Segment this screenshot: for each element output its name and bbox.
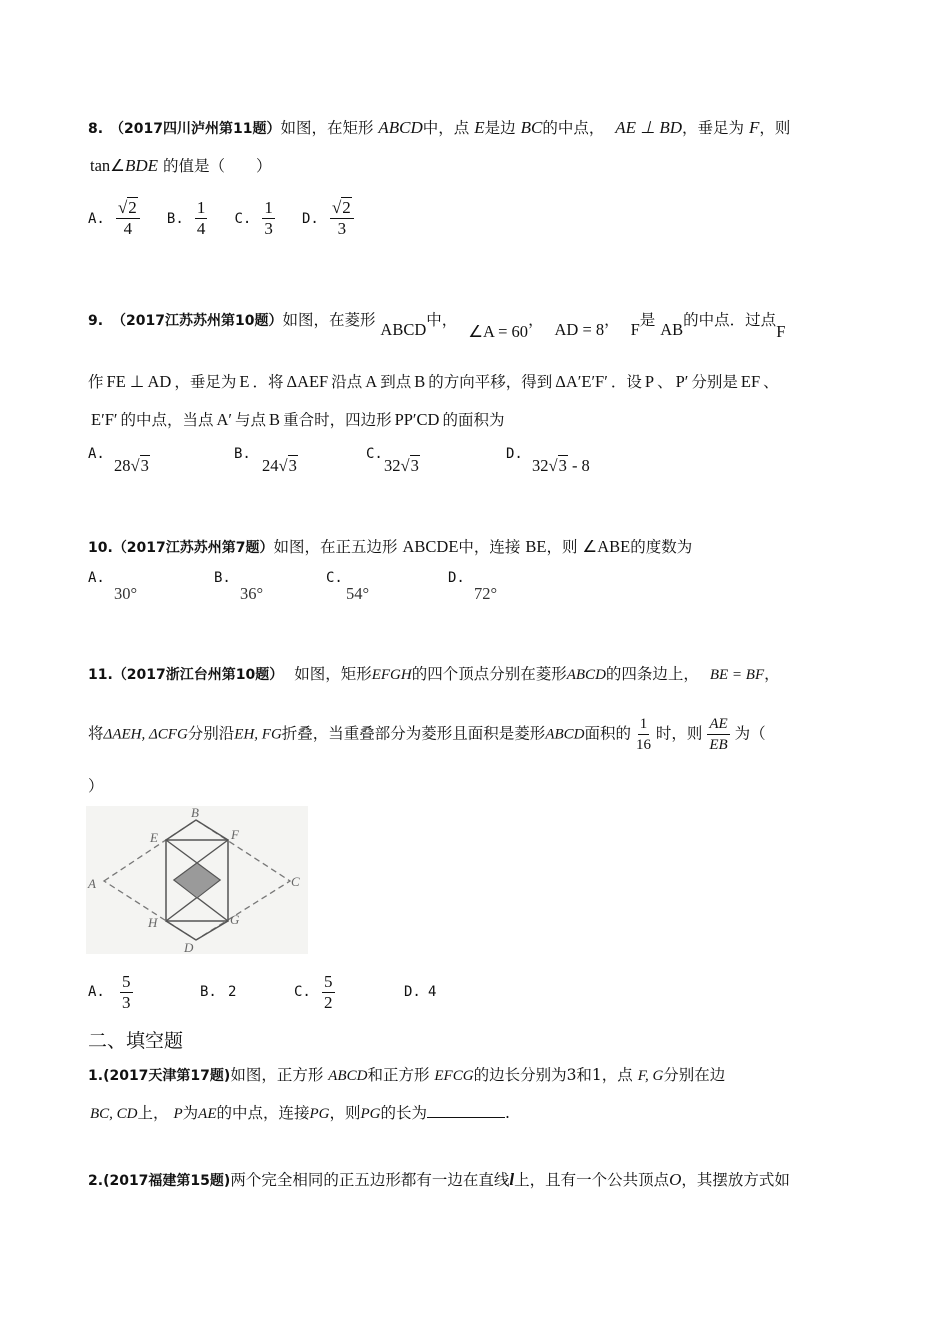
math-token: PP′CD — [394, 410, 440, 429]
q10-option-c[interactable]: 54° — [346, 584, 370, 603]
q9-math-2: ∠A = 60 — [468, 322, 529, 341]
q11-option-a-label: A. — [88, 984, 105, 1000]
q8-source: （2017四川泸州第11题） — [110, 121, 281, 137]
math-token: P′ — [675, 372, 689, 391]
q11-option-d-label: D. — [404, 984, 421, 1000]
q11-fraction-ratio: $\frac{AE}{EB}$ — [709, 716, 728, 753]
q11-math-triangles: ΔAEH, ΔCFG — [103, 726, 188, 743]
f1-line1 — [88, 1063, 725, 1085]
q11-option-c[interactable]: $\frac{5}{2}$ — [324, 972, 333, 1012]
q11-line3: ） — [88, 777, 104, 795]
q11-text-l2a: 将 — [88, 724, 104, 743]
q8-text-5: ，垂足为 — [682, 119, 745, 137]
q10-option-d[interactable]: 72° — [474, 584, 498, 603]
q9-option-b[interactable]: 24√3 — [262, 456, 297, 475]
q10-math-1: ABCDE — [402, 537, 459, 556]
label-a: A — [88, 876, 96, 891]
q9-line2 — [88, 370, 779, 392]
q11-text-l2e: 时，则 — [655, 724, 703, 743]
q10-text-2: 中，连接 — [458, 538, 521, 556]
q9-line1 — [88, 308, 786, 341]
q8-option-d-label: D. — [301, 211, 319, 227]
q11-option-d[interactable]: 4 — [428, 984, 437, 1000]
f1-text-l2e: 的长为 — [380, 1104, 428, 1122]
text-token: 分别是 — [691, 373, 738, 391]
f2-math-o: O — [669, 1170, 682, 1189]
q10-options — [88, 570, 588, 606]
q9-text-2: 中， — [426, 311, 458, 329]
q10-option-c-label: C. — [326, 570, 343, 586]
section-heading: 二、填空题 — [88, 1030, 184, 1052]
math-token: A′ — [216, 410, 233, 429]
math-token: B — [269, 410, 281, 429]
q10-option-d-label: D. — [448, 570, 465, 586]
q10-text-1: 如图，在正五边形 — [273, 538, 398, 556]
q11-text-1: 如图，矩形 — [294, 665, 372, 683]
q9-line3 — [88, 408, 504, 430]
f1-math-sides: BC, CD — [90, 1106, 138, 1122]
f1-math-3: F, G — [637, 1068, 664, 1084]
q10-text-3: ，则 — [546, 538, 578, 556]
q8-option-b[interactable]: $\frac{1}{4}$ — [196, 198, 206, 238]
q9-math-1: ABCD — [380, 320, 427, 339]
q9-option-b-label: B. — [234, 446, 251, 462]
q11-math-abcd: ABCD — [545, 726, 585, 743]
label-g: G — [230, 912, 240, 927]
f1-text-2: 和正方形 — [367, 1066, 430, 1084]
q11-option-b-label: B. — [200, 984, 217, 1000]
q9-number: 9. — [88, 313, 104, 329]
q11-figure — [86, 806, 308, 954]
f1-text-3: 的边长分别为3和1，点 — [473, 1066, 633, 1084]
math-token: E — [239, 372, 250, 391]
q11-math-1: EFGH — [371, 667, 412, 683]
q11-text-l2d: 面积的 — [584, 724, 631, 743]
label-d: D — [184, 940, 194, 954]
q8-math-2: E — [474, 118, 485, 137]
f2-text-1: 两个完全相同的正五边形都有一边在直线 — [230, 1171, 510, 1189]
q10-text-4: 的度数为 — [630, 538, 693, 556]
q11-option-a[interactable]: $\frac{5}{3}$ — [122, 972, 131, 1012]
q8-option-c[interactable]: $\frac{1}{3}$ — [264, 198, 273, 238]
q8-tan: tan∠ — [90, 156, 125, 175]
q9-math-5: AB — [660, 320, 684, 339]
f1-text-4: 分别在边 — [663, 1066, 726, 1084]
q8-line2 — [90, 154, 271, 176]
text-token: 、 — [763, 373, 779, 391]
f1-math-pg: PG — [309, 1106, 330, 1122]
q8-math-3: BC — [520, 118, 543, 137]
text-token: 重合时，四边形 — [283, 411, 392, 429]
q9-options — [88, 446, 728, 480]
text-token: 沿点 — [331, 373, 363, 391]
q8-option-a-label: A. — [88, 211, 105, 227]
math-token: FE ⊥ AD — [106, 372, 172, 391]
q11-fraction-area: $\frac{1}{16}$ — [635, 716, 651, 753]
q9-source: （2017江苏苏州第10题） — [112, 313, 283, 329]
text-token: 的面积为 — [442, 411, 505, 429]
q9-math-3: AD = 8 — [554, 320, 605, 339]
f1-math-p: P — [173, 1106, 183, 1122]
q8-number: 8. — [88, 121, 104, 137]
q9-math-6: F — [776, 322, 786, 341]
q11-math-3: BE = BF — [709, 667, 765, 683]
q8-bde: BDE — [124, 156, 158, 175]
text-token: 的中点，当点 — [120, 411, 214, 429]
q9-text-1: 如图，在菱形 — [282, 311, 376, 329]
q8-text-4: 的中点， — [542, 119, 605, 137]
q8-option-c-label: C. — [234, 211, 252, 227]
math-token: ΔA′E′F′ — [555, 372, 608, 391]
label-e: E — [150, 830, 158, 845]
q11-option-c-label: C. — [294, 984, 311, 1000]
text-token: 的方向平移，得到 — [428, 373, 553, 391]
f1-period: . — [505, 1104, 510, 1122]
math-token: A — [365, 372, 378, 391]
label-h: H — [148, 915, 158, 930]
q8-text-1: 如图，在矩形 — [280, 119, 374, 137]
q8-math-1: ABCD — [378, 118, 423, 137]
f1-math-ae: AE — [198, 1106, 217, 1122]
q9-option-c[interactable]: 32√3 — [384, 456, 419, 475]
q9-option-c-label: C. — [366, 446, 383, 462]
q8-text-6: ，则 — [759, 119, 791, 137]
f1-text-l2d: ，则 — [329, 1104, 361, 1122]
math-token: P — [644, 372, 655, 391]
f1-line2 — [90, 1101, 510, 1123]
q9-math-4: F — [630, 320, 640, 339]
q10-option-b-label: B. — [214, 570, 231, 586]
math-token: EF — [740, 372, 761, 391]
math-token: E′F′ — [91, 410, 118, 429]
f1-math-1: ABCD — [328, 1068, 368, 1084]
q9-text-4: ， — [604, 311, 620, 329]
text-token: ．将 — [252, 373, 284, 391]
q9-option-d-label: D. — [506, 446, 523, 462]
q11-options — [88, 972, 488, 1016]
f1-text-1: 如图，正方形 — [230, 1066, 324, 1084]
q11-line2 — [88, 714, 766, 755]
f2-text-3: ，其摆放方式如 — [681, 1171, 790, 1189]
q8-math-4: AE ⊥ BD — [615, 118, 683, 137]
q8-option-d[interactable]: $\frac{√2}{3}$ — [330, 198, 354, 239]
q8-option-a[interactable]: $\frac{√2}{4}$ — [116, 198, 140, 239]
q10-math-3: ∠ABE — [582, 537, 631, 556]
q8-math-5: F — [748, 118, 760, 137]
label-f: F — [231, 827, 239, 842]
f1-answer-blank[interactable] — [427, 1103, 505, 1118]
q11-text-l2f: 为（ — [734, 724, 766, 743]
math-token: B — [414, 372, 426, 391]
q8-option-b-label: B. — [166, 211, 184, 227]
text-token: 与点 — [235, 411, 267, 429]
f1-math-pg-2: PG — [360, 1106, 381, 1122]
q11-number: 11. — [88, 667, 113, 683]
q10-source: （2017江苏苏州第7题） — [112, 540, 274, 556]
text-token: 、 — [657, 373, 673, 391]
text-token: ．设 — [610, 373, 642, 391]
q11-text-l2c: 折叠，当重叠部分为菱形且面积是菱形 — [281, 724, 546, 743]
q8-line1 — [88, 116, 790, 138]
q9-text-3: ， — [528, 311, 544, 329]
f2-math-l: l — [509, 1170, 515, 1189]
f2-source: (2017福建第15题) — [103, 1173, 231, 1189]
q8-text-2: 中，点 — [422, 119, 470, 137]
f1-source: (2017天津第17题) — [103, 1068, 231, 1084]
label-b: B — [191, 806, 199, 820]
q11-math-2: ABCD — [566, 667, 606, 683]
f2-line1 — [88, 1168, 790, 1190]
f2-number: 2. — [88, 1173, 104, 1189]
q10-math-2: BE — [525, 537, 547, 556]
q9-text-5: 是 — [639, 311, 656, 329]
q8-text-value: 的值是（ ） — [162, 157, 272, 175]
q11-line1 — [88, 662, 780, 684]
q11-text-3: 的四条边上， — [605, 665, 699, 683]
text-token: ，垂足为 — [174, 373, 237, 391]
f1-text-l2c: 的中点，连接 — [216, 1104, 310, 1122]
q11-text-2: 的四个顶点分别在菱形 — [411, 665, 567, 683]
q11-text-l2b: 分别沿 — [187, 724, 235, 743]
q10-line1 — [88, 535, 692, 557]
q10-option-a[interactable]: 30° — [114, 584, 138, 603]
q9-option-a[interactable]: 28√3 — [114, 456, 149, 475]
label-c: C — [291, 874, 300, 889]
q11-option-b[interactable]: 2 — [228, 984, 237, 1000]
q11-math-folds: EH, FG — [234, 726, 282, 743]
math-token: ΔAEF — [286, 372, 329, 391]
q10-option-a-label: A. — [88, 570, 105, 586]
q8-options — [88, 198, 354, 239]
f2-text-2: 上，且有一个公共顶点 — [514, 1171, 670, 1189]
q9-option-a-label: A. — [88, 446, 105, 462]
q11-text-4: ， — [764, 665, 780, 683]
f1-math-2: EFCG — [434, 1068, 474, 1084]
q8-text-3: 是边 — [484, 119, 516, 137]
q10-option-b[interactable]: 36° — [240, 584, 264, 603]
q9-text-6: 的中点．过点 — [683, 311, 777, 329]
text-token: 作 — [88, 373, 104, 391]
f1-text-l2b: 为 — [182, 1104, 199, 1122]
f1-text-l2a: 上， — [137, 1104, 169, 1122]
q9-option-d[interactable]: 32√3 - 8 — [532, 456, 590, 475]
q10-number: 10. — [88, 540, 113, 556]
text-token: 到点 — [380, 373, 412, 391]
f1-number: 1. — [88, 1068, 104, 1084]
q11-source: （2017浙江台州第10题） — [112, 667, 284, 683]
